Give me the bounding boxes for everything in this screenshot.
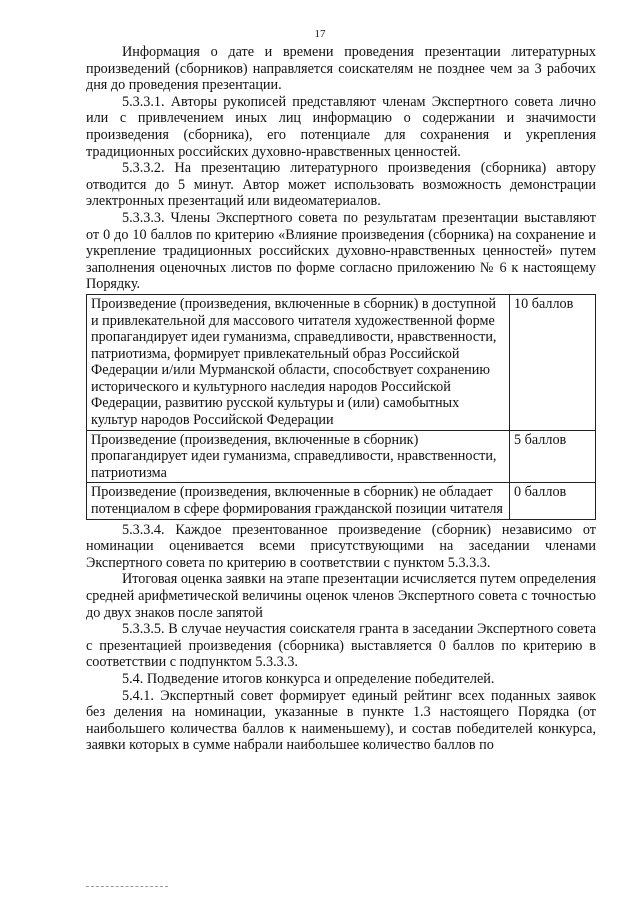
document-body — [86, 44, 596, 754]
paragraph-5-4-1: 5.4.1. Экспертный совет формирует единый рейтинг всех поданных заявок без деления на номинации, указанные в пункте 1.3 настоящего Порядка (от наибольшего количества баллов к наименьшему), и состав победителей конкурса, заявки которых в сумме набрали наибольшее количество баллов по — [86, 687, 596, 754]
criterion-score: 0 баллов — [510, 483, 596, 519]
paragraph-5-3-3-3: 5.3.3.3. Члены Экспертного совета по результатам презентации выставляют от 0 до 10 баллов по критерию «Влияние произведения (сборника) на сохранение и укрепление традиционных российских духовно-нравственных ценностей» путем заполнения оценочных листов по форме согласно приложению № 6 к настоящему Порядку. — [86, 209, 596, 293]
criterion-score: 10 баллов — [510, 294, 596, 430]
paragraph-5-3-3-2: 5.3.3.2. На презентацию литературного произведения (сборника) автору отводится до 5 минут. Автор может использовать возможность демонстрации электронных презентаций или видеоматериалов. — [86, 160, 596, 210]
footer-divider — [86, 886, 168, 887]
table-row — [87, 294, 596, 430]
table-row — [87, 430, 596, 483]
criteria-table — [86, 294, 596, 520]
paragraph-presentation-info: Информация о дате и времени проведения презентации литературных произведений (сборников) направляется соискателям не позднее чем за 3 рабочих дня до проведения презентации. — [86, 44, 596, 94]
paragraph-5-3-3-1: 5.3.3.1. Авторы рукописей представляют членам Экспертного совета лично или с привлечением иных лиц информацию о содержании и значимости произведения (сборника), его потенциале для сохранения и укрепления традиционных российских духовно-нравственных ценностей. — [86, 93, 596, 160]
criterion-description: Произведение (произведения, включенные в сборник) не обладает потенциалом в сфере формирования гражданской позиции читателя — [87, 483, 510, 519]
table-row — [87, 483, 596, 519]
criterion-description: Произведение (произведения, включенные в сборник) в доступной и привлекательной для массового читателя художественной форме пропагандирует идеи гуманизма, справедливости, нравственности, патриотизма, формирует привлекательный образ Российской Федерации и/или Мурманской области, способствует сохранению исторического и культурного наследия народов Российской Федерации, развитию русской культуры и (или) самобытных культур народов Российской Федерации — [87, 294, 510, 430]
paragraph-final-score: Итоговая оценка заявки на этапе презентации исчисляется путем определения средней арифметической величины оценок членов Экспертного совета с точностью до двух знаков после запятой — [86, 571, 596, 621]
criterion-description: Произведение (произведения, включенные в сборник) пропагандирует идеи гуманизма, справедливости, нравственности, патриотизма — [87, 430, 510, 483]
page-number: 17 — [314, 28, 326, 40]
paragraph-5-3-3-5: 5.3.3.5. В случае неучастия соискателя гранта в заседании Экспертного совета с презентацией произведения (сборника) выставляется 0 баллов по критерию в соответствии с подпунктом 5.3.3.3. — [86, 621, 596, 671]
paragraph-5-4: 5.4. Подведение итогов конкурса и определение победителей. — [122, 670, 495, 687]
criterion-score: 5 баллов — [510, 430, 596, 483]
paragraph-5-3-3-4: 5.3.3.4. Каждое презентованное произведение (сборник) независимо от номинации оценивается всеми присутствующими на заседании членами Экспертного совета по критерию в соответствии с пунктом 5.3.3.3. — [86, 521, 596, 571]
